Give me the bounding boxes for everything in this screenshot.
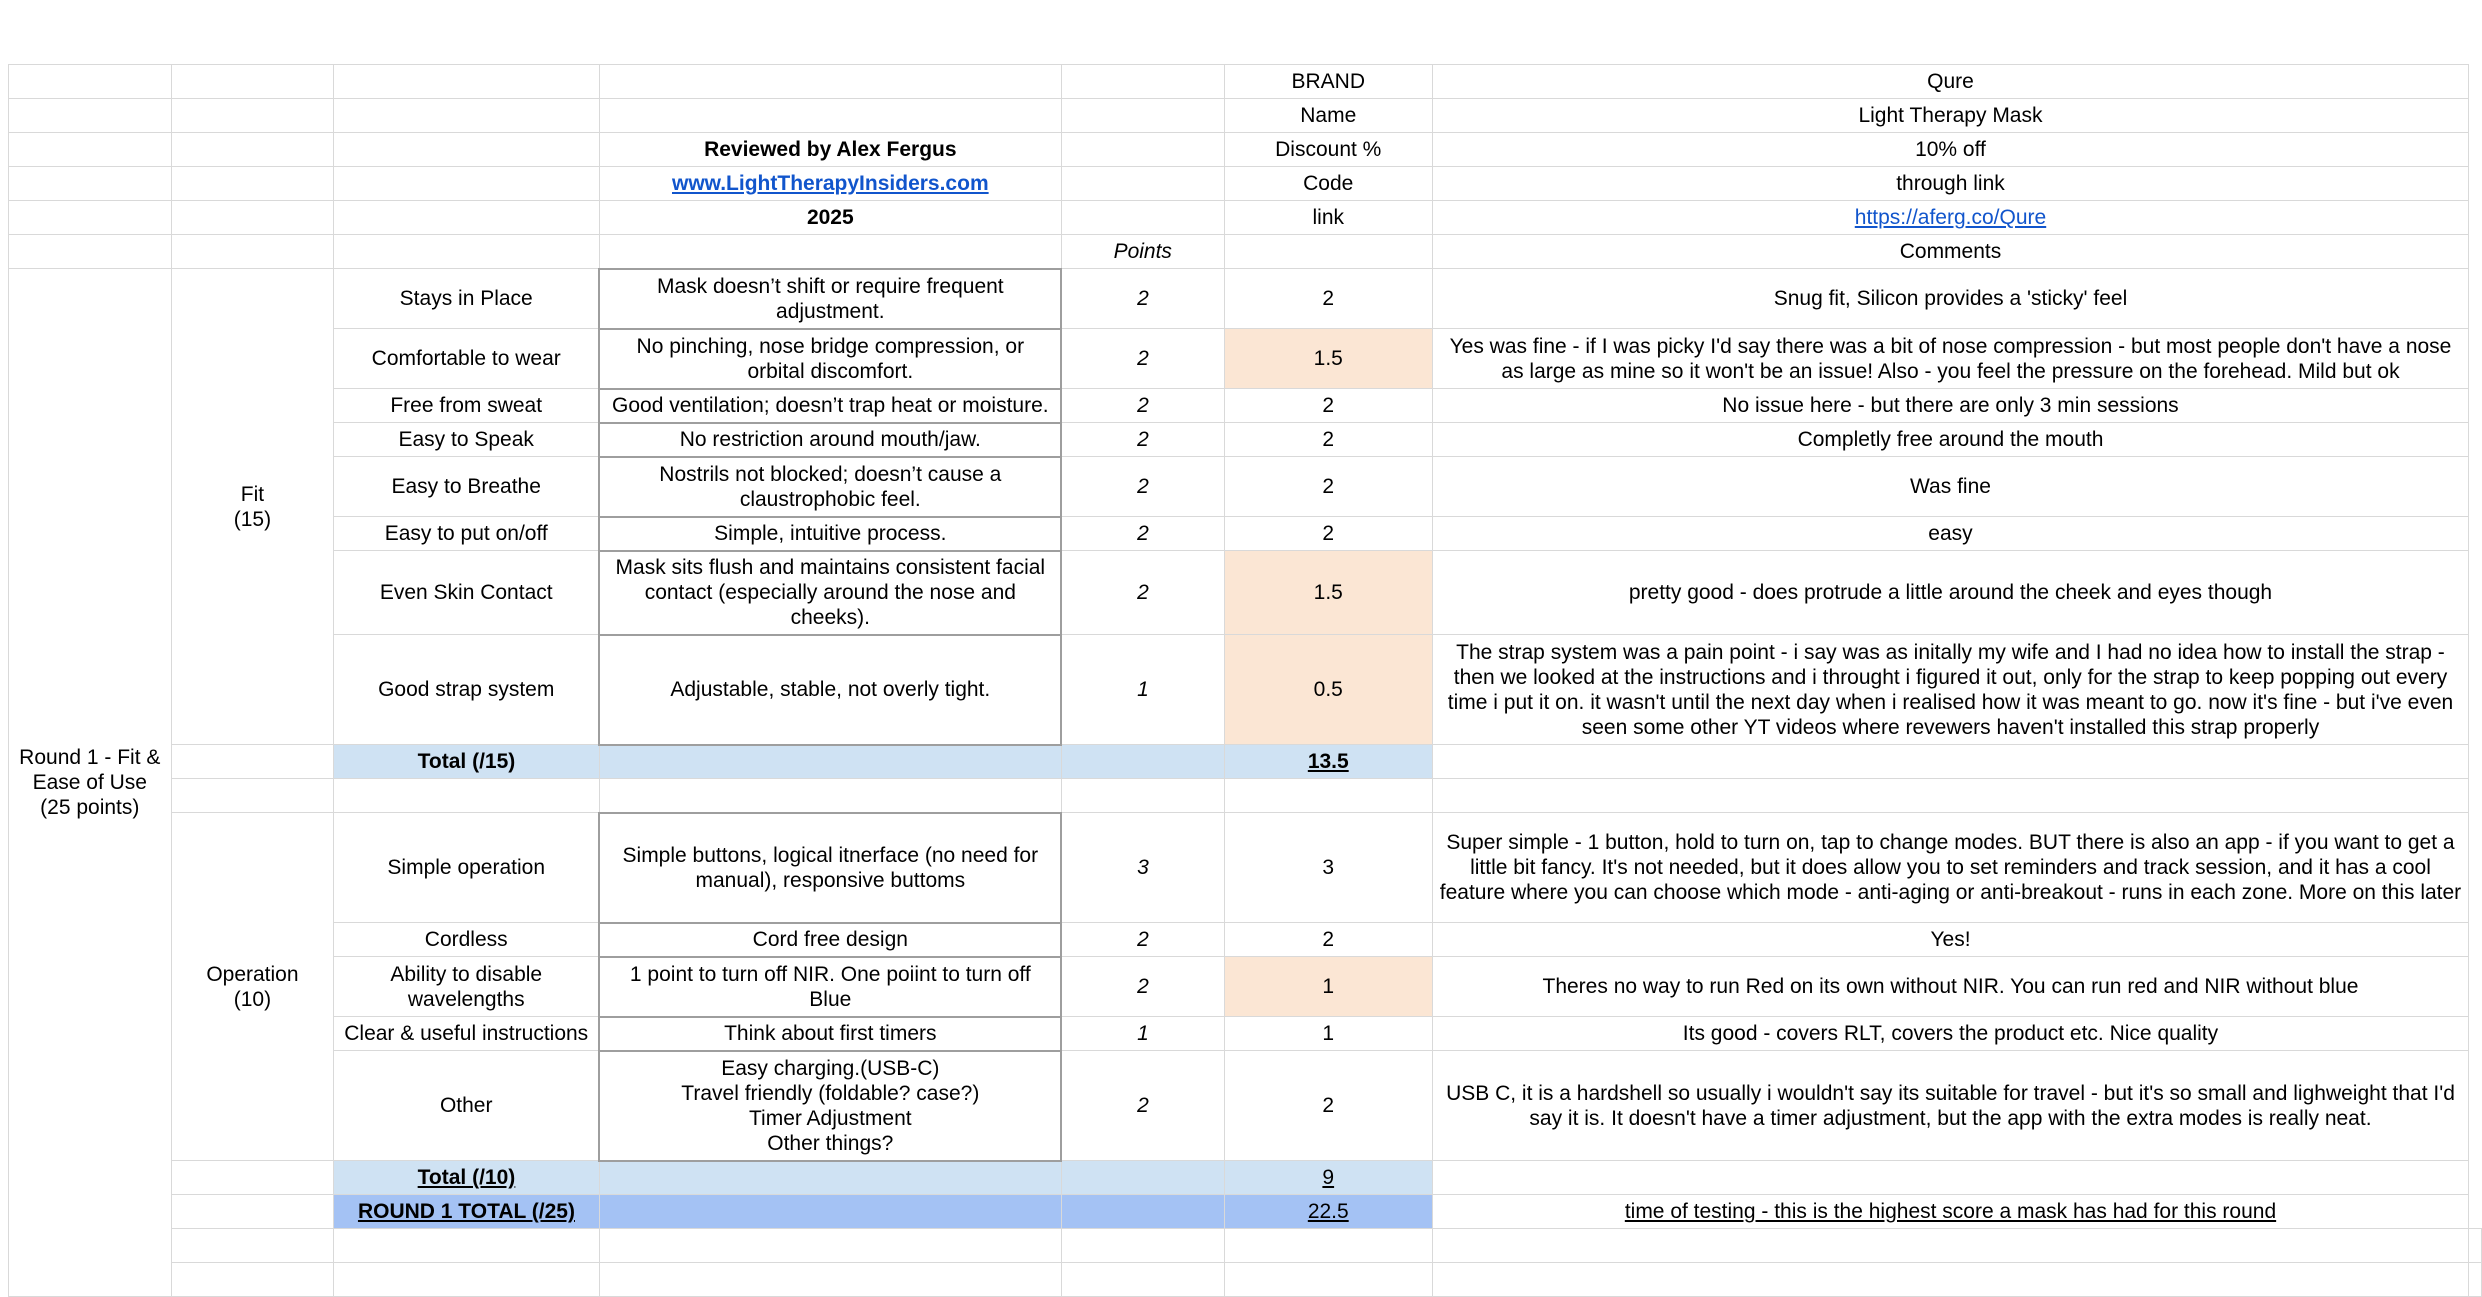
cell[interactable] [1432, 1161, 2468, 1195]
score-cell[interactable]: 1.5 [1224, 551, 1432, 635]
comments-header[interactable]: Comments [1432, 235, 2468, 269]
criterion-cell[interactable]: Cordless [334, 923, 599, 957]
cell[interactable] [1061, 65, 1224, 99]
criterion-cell[interactable]: Clear & useful instructions [334, 1017, 599, 1051]
round1-total-comment[interactable]: time of testing - this is the highest score a mask has had for this round [1432, 1195, 2468, 1229]
sheet-row [9, 99, 2482, 133]
name-value[interactable]: Light Therapy Mask [1432, 99, 2468, 133]
operation-section-label[interactable]: Operation (10) [171, 813, 334, 1161]
comment-cell[interactable]: No issue here - but there are only 3 min sessions [1432, 389, 2468, 423]
cell[interactable] [9, 65, 172, 99]
cell[interactable] [1061, 745, 1224, 779]
score-cell[interactable]: 2 [1224, 423, 1432, 457]
cell[interactable] [171, 1161, 334, 1195]
sheet-row [9, 517, 2482, 551]
cell[interactable] [334, 167, 599, 201]
sheet-row [9, 923, 2482, 957]
score-cell[interactable]: 2 [1224, 923, 1432, 957]
sheet-row [9, 957, 2482, 1017]
cell[interactable] [1432, 1229, 2468, 1263]
description-cell[interactable]: 1 point to turn off NIR. One poiint to turn off Blue [599, 957, 1061, 1017]
score-cell[interactable]: 1.5 [1224, 329, 1432, 389]
cell[interactable] [1061, 133, 1224, 167]
points-cell[interactable]: 2 [1061, 457, 1224, 517]
criterion-cell[interactable]: Easy to Breathe [334, 457, 599, 517]
sheet-row [9, 635, 2482, 745]
points-cell[interactable]: 2 [1061, 269, 1224, 329]
cell[interactable] [1224, 235, 1432, 269]
points-cell[interactable]: 2 [1061, 517, 1224, 551]
points-cell[interactable]: 3 [1061, 813, 1224, 923]
description-cell[interactable]: Cord free design [599, 923, 1061, 957]
cell[interactable] [1224, 1263, 1432, 1297]
criterion-cell[interactable]: Ability to disable wavelengths [334, 957, 599, 1017]
cell[interactable] [9, 133, 172, 167]
points-cell[interactable]: 2 [1061, 1051, 1224, 1161]
cell[interactable] [9, 167, 172, 201]
round1-label[interactable]: Round 1 - Fit & Ease of Use (25 points) [9, 269, 172, 1297]
description-cell[interactable]: No pinching, nose bridge compression, or orbital discomfort. [599, 329, 1061, 389]
cell[interactable] [1061, 1195, 1224, 1229]
description-cell[interactable]: Think about first timers [599, 1017, 1061, 1051]
fit-total-score[interactable]: 13.5 [1224, 745, 1432, 779]
discount-label[interactable]: Discount % [1224, 133, 1432, 167]
description-cell[interactable]: Good ventilation; doesn’t trap heat or moisture. [599, 389, 1061, 423]
points-cell[interactable]: 1 [1061, 635, 1224, 745]
code-value[interactable]: through link [1432, 167, 2468, 201]
score-cell[interactable]: 2 [1224, 457, 1432, 517]
sheet-row [9, 813, 2482, 923]
cell[interactable] [1432, 779, 2468, 813]
fit-section-label[interactable]: Fit (15) [171, 269, 334, 745]
comment-cell[interactable]: pretty good - does protrude a little around the cheek and eyes though [1432, 551, 2468, 635]
sheet-row [9, 389, 2482, 423]
cell[interactable] [9, 235, 172, 269]
comment-cell[interactable]: Snug fit, Silicon provides a 'sticky' feel [1432, 269, 2468, 329]
cell[interactable] [599, 745, 1061, 779]
description-cell[interactable]: Simple buttons, logical itnerface (no need for manual), responsive buttoms [599, 813, 1061, 923]
comment-cell[interactable]: USB C, it is a hardshell so usually i wouldn't say its suitable for travel - but it's so small and lighweight that I'd say it is. It doesn't have a timer adjustment, but the app with the extra modes is really neat. [1432, 1051, 2468, 1161]
cell[interactable] [1061, 201, 1224, 235]
sheet-row [9, 1161, 2482, 1195]
score-cell[interactable]: 1 [1224, 957, 1432, 1017]
sheet-row [9, 1263, 2482, 1297]
sheet-row [9, 1229, 2482, 1263]
points-header[interactable]: Points [1061, 235, 1224, 269]
sheet-row [9, 269, 2482, 329]
cell[interactable] [599, 779, 1061, 813]
points-cell[interactable]: 2 [1061, 329, 1224, 389]
cell[interactable] [171, 779, 334, 813]
operation-total-score[interactable]: 9 [1224, 1161, 1432, 1195]
cell[interactable] [1061, 1263, 1224, 1297]
cell[interactable] [2469, 1263, 2482, 1297]
score-cell[interactable]: 2 [1224, 1051, 1432, 1161]
points-cell[interactable]: 2 [1061, 923, 1224, 957]
discount-value[interactable]: 10% off [1432, 133, 2468, 167]
points-cell[interactable]: 1 [1061, 1017, 1224, 1051]
criterion-cell[interactable]: Easy to put on/off [334, 517, 599, 551]
cell[interactable] [1432, 745, 2468, 779]
brand-value[interactable]: Qure [1432, 65, 2468, 99]
criterion-cell[interactable]: Even Skin Contact [334, 551, 599, 635]
description-cell[interactable]: Easy charging.(USB-C) Travel friendly (foldable? case?) Timer Adjustment Other things? [599, 1051, 1061, 1161]
cell[interactable] [9, 201, 172, 235]
round1-total-label[interactable]: ROUND 1 TOTAL (/25) [334, 1195, 599, 1229]
sheet-row [9, 423, 2482, 457]
cell[interactable] [599, 99, 1061, 133]
cell[interactable] [334, 1229, 599, 1263]
cell[interactable] [171, 133, 334, 167]
criterion-cell[interactable]: Good strap system [334, 635, 599, 745]
cell[interactable] [1224, 779, 1432, 813]
round1-total-score[interactable]: 22.5 [1224, 1195, 1432, 1229]
sheet-row [9, 745, 2482, 779]
score-cell[interactable]: 1 [1224, 1017, 1432, 1051]
website-link[interactable]: www.LightTherapyInsiders.com [599, 167, 1061, 201]
cell[interactable] [171, 745, 334, 779]
operation-total-label[interactable]: Total (/10) [334, 1161, 599, 1195]
score-cell[interactable]: 3 [1224, 813, 1432, 923]
cell[interactable] [171, 167, 334, 201]
cell[interactable] [171, 1263, 334, 1297]
criterion-cell[interactable]: Easy to Speak [334, 423, 599, 457]
sheet-row [9, 235, 2482, 269]
name-label[interactable]: Name [1224, 99, 1432, 133]
criterion-cell[interactable]: Free from sweat [334, 389, 599, 423]
sheet-row [9, 167, 2482, 201]
cell[interactable] [171, 235, 334, 269]
cell[interactable] [2469, 1229, 2482, 1263]
review-spreadsheet [8, 64, 2482, 1297]
description-cell[interactable]: Adjustable, stable, not overly tight. [599, 635, 1061, 745]
sheet-row [9, 1017, 2482, 1051]
comment-cell[interactable]: Yes! [1432, 923, 2468, 957]
year[interactable]: 2025 [599, 201, 1061, 235]
cell[interactable] [599, 1229, 1061, 1263]
sheet-row [9, 779, 2482, 813]
criterion-cell[interactable]: Comfortable to wear [334, 329, 599, 389]
description-cell[interactable]: Nostrils not blocked; doesn’t cause a claustrophobic feel. [599, 457, 1061, 517]
cell[interactable] [1061, 1161, 1224, 1195]
description-cell[interactable]: Mask sits flush and maintains consistent facial contact (especially around the nose and cheeks). [599, 551, 1061, 635]
sheet-row [9, 133, 2482, 167]
cell[interactable] [1061, 1229, 1224, 1263]
cell[interactable] [1061, 779, 1224, 813]
sheet-row [9, 551, 2482, 635]
cell[interactable] [599, 1161, 1061, 1195]
cell[interactable] [599, 235, 1061, 269]
sheet-row [9, 457, 2482, 517]
cell[interactable] [171, 201, 334, 235]
fit-total-label[interactable]: Total (/15) [334, 745, 599, 779]
description-cell[interactable]: No restriction around mouth/jaw. [599, 423, 1061, 457]
affiliate-link[interactable]: https://aferg.co/Qure [1432, 201, 2468, 235]
sheet-row [9, 65, 2482, 99]
reviewed-by[interactable]: Reviewed by Alex Fergus [599, 133, 1061, 167]
criterion-cell[interactable]: Stays in Place [334, 269, 599, 329]
points-cell[interactable]: 2 [1061, 389, 1224, 423]
cell[interactable] [334, 235, 599, 269]
link-label[interactable]: link [1224, 201, 1432, 235]
cell[interactable] [1224, 1229, 1432, 1263]
cell[interactable] [171, 1229, 334, 1263]
comment-cell[interactable]: The strap system was a pain point - i say was as initally my wife and I had no idea how to install the strap - then we looked at the instructions and i throught i figured it out, only for the strap to keep popping out every time i put it on. it wasn't until the next day when i realised how it was meant to go. now it's fine - but i've even seen some other YT videos where revewers haven't installed this strap properly [1432, 635, 2468, 745]
sheet-row [9, 329, 2482, 389]
criterion-cell[interactable]: Simple operation [334, 813, 599, 923]
points-cell[interactable]: 2 [1061, 551, 1224, 635]
sheet-row [9, 1051, 2482, 1161]
comment-cell[interactable]: Its good - covers RLT, covers the product etc. Nice quality [1432, 1017, 2468, 1051]
score-cell[interactable]: 2 [1224, 389, 1432, 423]
cell[interactable] [334, 133, 599, 167]
cell[interactable] [334, 1263, 599, 1297]
comment-cell[interactable]: Completly free around the mouth [1432, 423, 2468, 457]
cell[interactable] [171, 1195, 334, 1229]
score-cell[interactable]: 2 [1224, 517, 1432, 551]
description-cell[interactable]: Mask doesn’t shift or require frequent adjustment. [599, 269, 1061, 329]
sheet-row [9, 1195, 2482, 1229]
points-cell[interactable]: 2 [1061, 957, 1224, 1017]
cell[interactable] [599, 65, 1061, 99]
cell[interactable] [334, 201, 599, 235]
brand-label[interactable]: BRAND [1224, 65, 1432, 99]
code-label[interactable]: Code [1224, 167, 1432, 201]
score-cell[interactable]: 2 [1224, 269, 1432, 329]
score-cell[interactable]: 0.5 [1224, 635, 1432, 745]
comment-cell[interactable]: Theres no way to run Red on its own without NIR. You can run red and NIR without blue [1432, 957, 2468, 1017]
description-cell[interactable]: Simple, intuitive process. [599, 517, 1061, 551]
points-cell[interactable]: 2 [1061, 423, 1224, 457]
cell[interactable] [599, 1263, 1061, 1297]
cell[interactable] [171, 65, 334, 99]
comment-cell[interactable]: Was fine [1432, 457, 2468, 517]
cell[interactable] [334, 65, 599, 99]
cell[interactable] [599, 1195, 1061, 1229]
cell[interactable] [1061, 99, 1224, 133]
criterion-cell[interactable]: Other [334, 1051, 599, 1161]
sheet-row [9, 201, 2482, 235]
cell[interactable] [171, 99, 334, 133]
cell[interactable] [1061, 167, 1224, 201]
comment-cell[interactable]: Yes was fine - if I was picky I'd say there was a bit of nose compression - but most people don't have a nose as large as mine so it won't be an issue! Also - you feel the pressure on the forehead. Mild but ok [1432, 329, 2468, 389]
comment-cell[interactable]: easy [1432, 517, 2468, 551]
comment-cell[interactable]: Super simple - 1 button, hold to turn on, tap to change modes. BUT there is also an app - if you want to get a little bit fancy. It's not needed, but it does allow you to set reminders and track session, and it has a cool feature where you can choose which mode - anti-aging or anti-breakout - runs in each zone. More on this later [1432, 813, 2468, 923]
cell[interactable] [334, 779, 599, 813]
cell[interactable] [9, 99, 172, 133]
cell[interactable] [1432, 1263, 2468, 1297]
cell[interactable] [334, 99, 599, 133]
